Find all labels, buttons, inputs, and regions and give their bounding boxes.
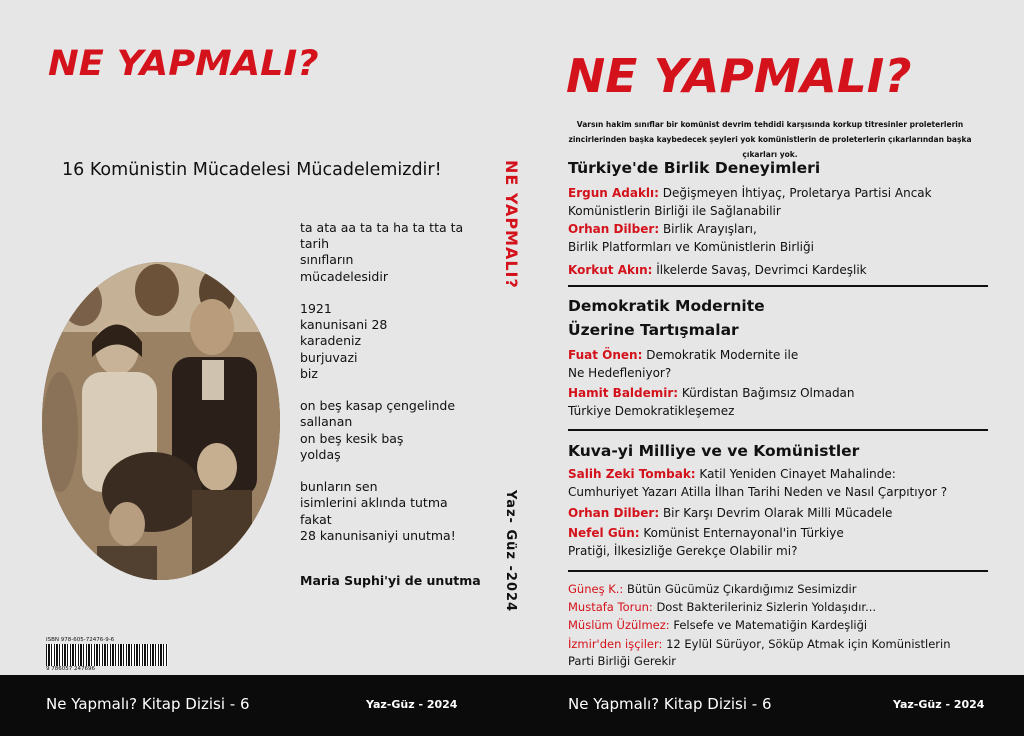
toc-article: Felsefe ve Matematiğin Kardeşliği [669, 618, 868, 632]
toc-author: Salih Zeki Tombak: [568, 467, 696, 481]
toc-author: Fuat Önen: [568, 348, 643, 362]
toc-entry [568, 524, 844, 560]
toc-entry [568, 346, 798, 382]
section-title: Türkiye'de Birlik Deneyimleri [568, 159, 821, 177]
section-title: Kuva-yi Milliye ve ve Komünistler [568, 442, 860, 460]
toc-article-cont: Birlik Platformları ve Komünistlerin Birliği [568, 240, 814, 254]
poem-line: sallanan [300, 414, 353, 430]
poem-line: biz [300, 365, 318, 381]
toc-entry [568, 636, 951, 670]
toc-article: Katil Yeniden Cinayet Mahalinde: [695, 467, 896, 481]
back-series-label: Ne Yapmalı? Kitap Dizisi - 6 [46, 695, 250, 713]
toc-article: Kürdistan Bağımsız Olmadan [678, 386, 855, 400]
toc-author: Mustafa Torun: [568, 600, 653, 614]
toc-article: 12 Eylül Sürüyor, Söküp Atmak için Komünistlerin [662, 637, 951, 651]
toc-entry [568, 220, 814, 256]
back-date-label: Yaz-Güz - 2024 [366, 698, 458, 711]
toc-article: Birlik Arayışları, [659, 222, 757, 236]
poem-line: ta ata aa ta ta ha ta tta ta [300, 220, 464, 235]
toc-article: Dost Bakterileriniz Sizlerin Yoldaşıdır... [652, 600, 877, 614]
toc-article: Komünist Enternayonal'in Türkiye [639, 526, 844, 540]
poem-line [300, 382, 463, 398]
toc-entry [568, 384, 855, 420]
toc-article: Değişmeyen İhtiyaç, Proletarya Partisi Ancak [658, 186, 932, 200]
toc-author: Orhan Dilber: [568, 506, 660, 520]
toc-article-cont: Cumhuriyet Yazarı Atilla İlhan Tarihi Neden ve Nasıl Çarpıtıyor ? [568, 485, 948, 499]
toc-author: Nefel Gün: [568, 526, 640, 540]
barcode-digits: 9 786057 247696 [46, 666, 95, 672]
section-divider [568, 285, 988, 287]
poem-line: on beş kesik baş [300, 430, 404, 446]
spine-date: Yaz- Güz -2024 [503, 490, 518, 613]
toc-entry [568, 465, 947, 501]
poem-line: burjuvazi [300, 349, 358, 365]
poem-line: yoldaş [300, 446, 341, 462]
poem-line [300, 463, 463, 479]
toc-author: Müslüm Üzülmez: [568, 618, 670, 632]
poem-line: 28 kanunisaniyi unutma! [300, 527, 456, 543]
back-cover-logo: NE YAPMALI? [48, 44, 319, 84]
historical-group-photo [42, 262, 280, 580]
spine-title: NE YAPMALI? [502, 160, 521, 289]
poem-line: 1921 [300, 301, 332, 316]
poem-line: bunların sen [300, 479, 378, 495]
toc-author: Güneş K.: [568, 582, 624, 596]
poem-line: tarih [300, 236, 330, 252]
toc-article: İlkelerde Savaş, Devrimci Kardeşlik [652, 263, 867, 277]
toc-article-cont: Pratiği, İlkesizliğe Gerekçe Olabilir mi? [568, 544, 798, 558]
isbn-text: ISBN 978-605-72476-9-6 [46, 637, 115, 643]
toc-article: Bütün Gücümüz Çıkardığımız Sesimizdir [623, 582, 857, 596]
poem [300, 220, 463, 544]
toc-article-cont: Türkiye Demokratikleşemez [568, 404, 735, 418]
footer-bar [0, 675, 1024, 736]
front-tagline: Varsın hakim sınıflar bir komünist devrim tehdidi karşısında korkup titresinler proleterlerin zincirlerinden başka kaybedecek şeyleri yok komünistlerin de proleterlerin çıkarlarından başka çıkarları yok. [568, 120, 972, 159]
poem-line: mücadelesidir [300, 268, 388, 284]
poem-line: sınıfların [300, 252, 354, 268]
poem-line: isimlerini aklında tutma [300, 495, 448, 511]
section-title: Demokratik Modernite [568, 297, 765, 315]
toc-author: Orhan Dilber: [568, 222, 660, 236]
poem-line: on beş kasap çengelinde [300, 398, 456, 414]
toc-entry [568, 581, 856, 598]
front-date-label: Yaz-Güz - 2024 [893, 698, 985, 711]
poem-line: karadeniz [300, 333, 362, 349]
section-divider [568, 570, 988, 572]
poem-line: kanunisani 28 [300, 317, 388, 333]
poem-signature: Maria Suphi'yi de unutma [300, 573, 481, 588]
isbn-barcode [46, 637, 168, 673]
toc-entry [568, 599, 876, 616]
back-cover-headline: 16 Komünistin Mücadelesi Mücadelemizdir! [62, 160, 442, 180]
toc-article-cont: Komünistlerin Birliği ile Sağlanabilir [568, 204, 781, 218]
poem-line: fakat [300, 511, 332, 527]
barcode-bars [46, 644, 168, 666]
toc-entry [568, 504, 892, 522]
front-cover-logo: NE YAPMALI? [566, 49, 912, 103]
toc-article: Bir Karşı Devrim Olarak Milli Mücadele [659, 506, 893, 520]
section-title: Üzerine Tartışmalar [568, 321, 739, 339]
poem-line [300, 285, 463, 301]
toc-article-cont: Parti Birliği Gerekir [568, 654, 677, 668]
toc-entry [568, 261, 867, 279]
section-divider [568, 429, 988, 431]
toc-entry [568, 184, 932, 220]
toc-author: Hamit Baldemir: [568, 386, 679, 400]
toc-author: İzmir'den işçiler: [568, 637, 663, 651]
toc-author: Ergun Adaklı: [568, 186, 659, 200]
photo-figures [42, 262, 280, 580]
toc-entry [568, 617, 867, 634]
toc-author: Korkut Akın: [568, 263, 653, 277]
toc-article: Demokratik Modernite ile [642, 348, 799, 362]
front-series-label: Ne Yapmalı? Kitap Dizisi - 6 [568, 695, 772, 713]
toc-article-cont: Ne Hedefleniyor? [568, 366, 672, 380]
